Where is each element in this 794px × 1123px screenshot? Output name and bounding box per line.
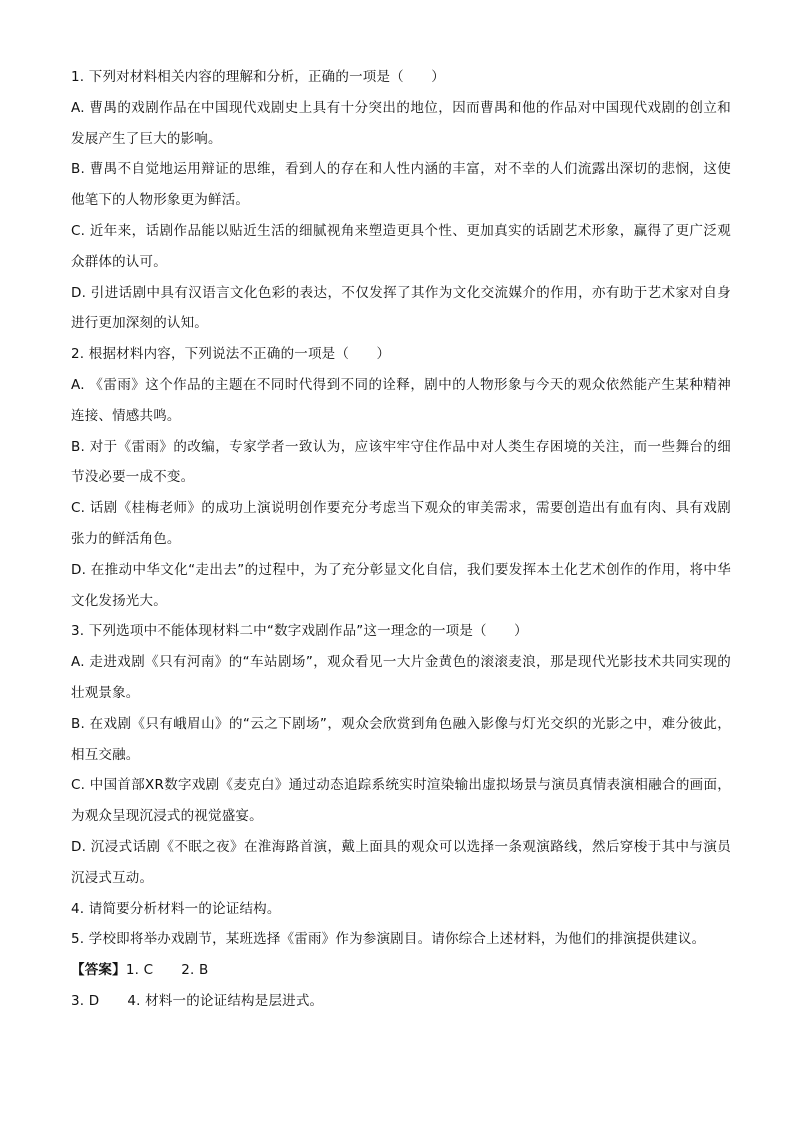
question-3-option-c: C. 中国首部XR数字戏剧《麦克白》通过动态追踪系统实时渲染输出虚拟场景与演员真情表演相融合的画面，为观众呈现沉浸式的视觉盛宴。 bbox=[71, 777, 731, 825]
question-1-option-b: B. 曹禺不自觉地运用辩证的思维，看到人的存在和人性内涵的丰富，对不幸的人们流露出深切的悲悯，这使他笔下的人物形象更为鲜活。 bbox=[71, 161, 731, 209]
answer-line-2 bbox=[71, 986, 731, 1017]
answer-3: 3. D bbox=[71, 992, 100, 1009]
question-1-option-d: D. 引进话剧中具有汉语言文化色彩的表达，不仅发挥了其作为文化交流媒介的作用，亦有助于艺术家对自身进行更加深刻的认知。 bbox=[71, 284, 731, 332]
answer-1: 1. C bbox=[125, 962, 154, 979]
question-3-option-d: D. 沉浸式话剧《不眠之夜》在淮海路首演，戴上面具的观众可以选择一条观演路线，然后穿梭于其中与演员沉浸式互动。 bbox=[71, 838, 731, 886]
question-2-option-a: A. 《雷雨》这个作品的主题在不同时代得到不同的诠释，剧中的人物形象与今天的观众依然能产生某种精神连接、情感共鸣。 bbox=[71, 376, 731, 424]
question-1-stem: 1. 下列对材料相关内容的理解和分析，正确的一项是（ ） bbox=[71, 69, 445, 85]
question-3-option-a: A. 走进戏剧《只有河南》的“车站剧场”，观众看见一大片金黄色的滚滚麦浪，那是现代光影技术共同实现的壮观景象。 bbox=[71, 654, 731, 701]
question-2-option-d: D. 在推动中华文化“走出去”的过程中，为了充分彰显文化自信，我们要发挥本土化艺术创作的作用，将中华文化发扬光大。 bbox=[71, 561, 731, 609]
question-4-stem: 4. 请简要分析材料一的论证结构。 bbox=[71, 900, 281, 917]
question-2-option-b: B. 对于《雷雨》的改编，专家学者一致认为，应该牢牢守住作品中对人类生存困境的关注，而一些舞台的细节没必要一成不变。 bbox=[71, 438, 731, 486]
answer-label: 【答案】 bbox=[71, 962, 126, 979]
document-content bbox=[71, 62, 731, 1017]
question-2-option-c: C. 话剧《桂梅老师》的成功上演说明创作要充分考虑当下观众的审美需求，需要创造出有血有肉、具有戏剧张力的鲜活角色。 bbox=[71, 500, 731, 547]
question-1-option-a: A. 曹禺的戏剧作品在中国现代戏剧史上具有十分突出的地位，因而曹禺和他的作品对中国现代戏剧的创立和发展产生了巨大的影响。 bbox=[71, 99, 731, 147]
question-1-option-c: C. 近年来，话剧作品能以贴近生活的细腻视角来塑造更具个性、更加真实的话剧艺术形象，赢得了更广泛观众群体的认可。 bbox=[71, 222, 731, 270]
answer-4: 4. 材料一的论证结构是层进式。 bbox=[127, 992, 324, 1009]
question-3-stem: 3. 下列选项中不能体现材料二中“数字戏剧作品”这一理念的一项是（ ） bbox=[71, 623, 528, 640]
answer-line-1 bbox=[71, 955, 731, 986]
question-3-option-b: B. 在戏剧《只有峨眉山》的“云之下剧场”，观众会欣赏到角色融入影像与灯光交织的光影之中，难分彼此，相互交融。 bbox=[71, 715, 731, 763]
answer-2: 2. B bbox=[181, 962, 209, 979]
question-5-stem: 5. 学校即将举办戏剧节，某班选择《雷雨》作为参演剧目。请你综合上述材料，为他们的排演提供建议。 bbox=[71, 931, 706, 948]
question-2-stem: 2. 根据材料内容，下列说法不正确的一项是（ ） bbox=[71, 346, 391, 363]
